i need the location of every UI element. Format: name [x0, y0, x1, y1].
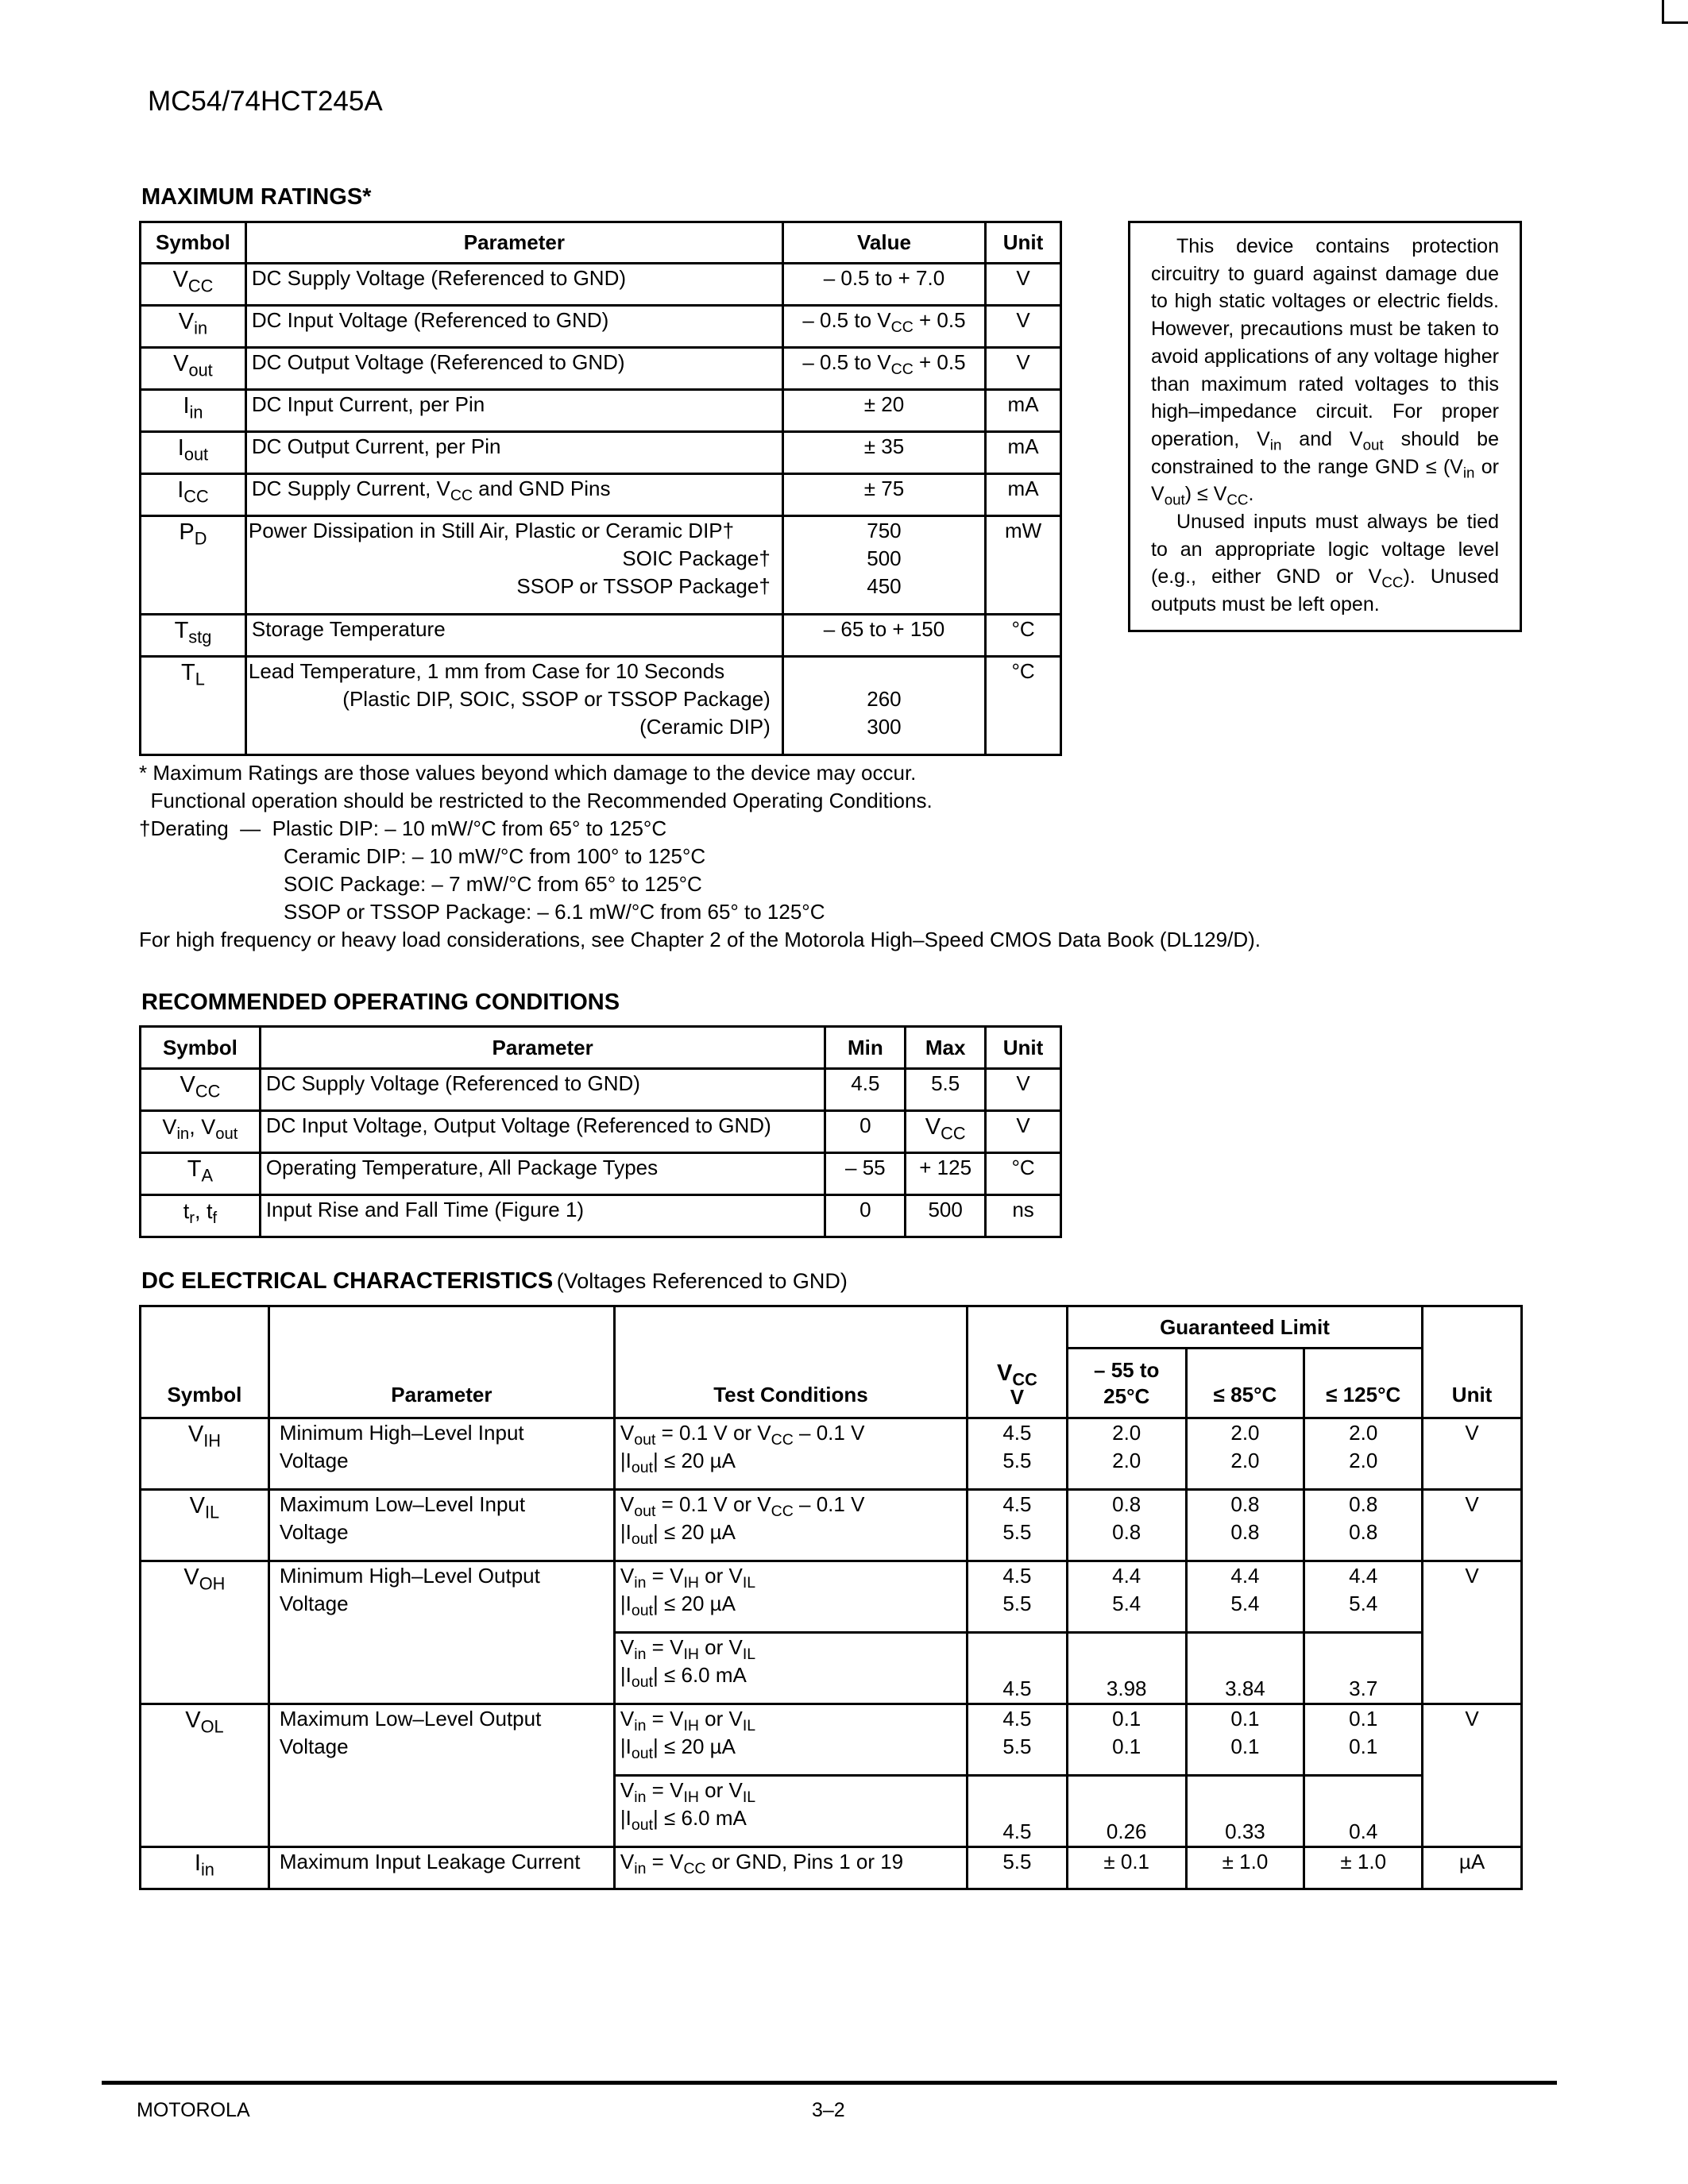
min-cell: 4.5 [825, 1069, 906, 1111]
test-conditions-cell: $V_{in} = V_{IH}$ or $V_{IL}$ $|I_{out}| \le 20$ µA [614, 1704, 967, 1776]
header-symbol: Symbol [141, 222, 246, 264]
symbol-cell: $t_r$, $t_f$ [141, 1195, 261, 1237]
symbol-cell: $V_{OH}$ [141, 1561, 269, 1704]
dc-table [139, 1305, 1523, 1890]
value-cell: ± 20 [782, 390, 985, 432]
header-symbol: Symbol [141, 1027, 261, 1069]
value-line [789, 658, 979, 685]
symbol-cell: $V_{in}$, $V_{out}$ [141, 1111, 261, 1153]
unit-cell: V [986, 1069, 1061, 1111]
header-vcc: $V_{CC}$ V [968, 1306, 1068, 1418]
page-title: MC54/74HCT245A [148, 86, 383, 117]
unit-cell: °C [986, 1153, 1061, 1195]
parameter-cell: DC Supply Current, $V_{CC}$ and GND Pins [245, 474, 782, 516]
value-line: 450 [867, 574, 902, 598]
limit-cell: 0.8 0.8 [1186, 1490, 1304, 1561]
header-guaranteed-limit: Guaranteed Limit [1067, 1306, 1422, 1349]
limit-cell: ± 1.0 [1186, 1847, 1304, 1889]
limit-cell: 0.1 0.1 [1304, 1704, 1423, 1776]
unit-cell: V [986, 348, 1061, 390]
limit-cell: 2.0 2.0 [1304, 1418, 1423, 1490]
header-symbol: Symbol [141, 1306, 269, 1418]
unit-cell: V [1423, 1704, 1522, 1847]
test-conditions-cell: $V_{in} = V_{IH}$ or $V_{IL}$ $|I_{out}| \le 6.0$ mA [614, 1776, 967, 1847]
unit-cell: mA [986, 432, 1061, 474]
limit-cell: 4.4 5.4 [1304, 1561, 1423, 1633]
header-parameter: Parameter [260, 1027, 825, 1069]
limit-cell: 4.4 5.4 [1067, 1561, 1186, 1633]
value-cell [782, 516, 985, 615]
parameter-line: Power Dissipation in Still Air, Plastic or Ceramic DIP† [248, 519, 735, 542]
unit-cell: mA [986, 390, 1061, 432]
symbol-cell: $V_{IH}$ [141, 1418, 269, 1490]
esd-note-box [1128, 221, 1522, 632]
limit-cell: 0.8 0.8 [1067, 1490, 1186, 1561]
value-cell: – 0.5 to $V_{CC} + 0.5$ [782, 348, 985, 390]
parameter-line: (Plastic DIP, SOIC, SSOP or TSSOP Package) [342, 687, 771, 711]
dc-subtitle: (Voltages Referenced to GND) [556, 1269, 848, 1293]
value-line: 500 [867, 546, 902, 570]
limit-cell: 3.7 [1304, 1633, 1423, 1704]
value-cell: ± 35 [782, 432, 985, 474]
limit-cell: ± 1.0 [1304, 1847, 1423, 1889]
limit-cell: 4.4 5.4 [1186, 1561, 1304, 1633]
header-unit: Unit [986, 222, 1061, 264]
symbol-cell: $I_{CC}$ [141, 474, 246, 516]
value-line: 750 [867, 519, 902, 542]
header-value: Value [782, 222, 985, 264]
test-conditions-cell: $V_{in} = V_{IH}$ or $V_{IL}$ $|I_{out}| \le 20$ µA [614, 1561, 967, 1633]
vcc-cell: 4.5 5.5 [968, 1490, 1068, 1561]
unit-cell: °C [986, 657, 1061, 755]
value-cell [782, 657, 985, 755]
footer-rule [102, 2081, 1557, 2085]
parameter-line: (Ceramic DIP) [639, 715, 771, 739]
limit-cell: 0.33 [1186, 1776, 1304, 1847]
value-cell: ± 75 [782, 474, 985, 516]
footnote-functional: Functional operation should be restricted to the Recommended Operating Conditions. [139, 789, 933, 812]
symbol-cell: $V_{in}$ [141, 306, 246, 348]
header-parameter: Parameter [268, 1306, 614, 1418]
test-conditions-cell: $V_{in} = V_{IH}$ or $V_{IL}$ $|I_{out}| \le 6.0$ mA [614, 1633, 967, 1704]
dc-title: DC ELECTRICAL CHARACTERISTICS [141, 1268, 554, 1294]
header-max: Max [906, 1027, 986, 1069]
parameter-cell: Maximum Low–Level Output Voltage [268, 1704, 614, 1847]
vcc-cell: 4.5 5.5 [968, 1561, 1068, 1633]
parameter-line: SSOP or TSSOP Package† [516, 574, 771, 598]
unit-cell: V [1423, 1418, 1522, 1490]
parameter-cell: Operating Temperature, All Package Types [260, 1153, 825, 1195]
header-limit-25c: – 55 to 25°C [1067, 1349, 1186, 1418]
parameter-cell: Minimum High–Level Output Voltage [268, 1561, 614, 1704]
unused-inputs-paragraph: Unused inputs must always be tied to an appropriate logic voltage level (e.g., either GND or $V_{CC}$). Unused outputs must be left open. [1151, 511, 1500, 616]
parameter-cell: DC Output Current, per Pin [245, 432, 782, 474]
symbol-cell: $I_{in}$ [141, 390, 246, 432]
symbol-cell: $T_{stg}$ [141, 615, 246, 657]
parameter-cell [245, 516, 782, 615]
parameter-cell: DC Input Voltage, Output Voltage (Referenced to GND) [260, 1111, 825, 1153]
limit-cell: 0.4 [1304, 1776, 1423, 1847]
unit-cell: °C [986, 615, 1061, 657]
header-parameter: Parameter [245, 222, 782, 264]
parameter-cell: Maximum Input Leakage Current [268, 1847, 614, 1889]
parameter-cell: DC Input Voltage (Referenced to GND) [245, 306, 782, 348]
symbol-cell: $V_{CC}$ [141, 264, 246, 306]
parameter-line: SOIC Package† [622, 546, 771, 570]
rec-op-table [139, 1025, 1062, 1238]
vcc-cell: 4.5 [968, 1633, 1068, 1704]
header-limit-85c: ≤ 85°C [1186, 1349, 1304, 1418]
value-line: 300 [867, 715, 902, 739]
min-cell: – 55 [825, 1153, 906, 1195]
max-ratings-table [139, 221, 1062, 756]
footnote-derating: †Derating — Plastic DIP: – 10 mW/°C from 65° to 125°C [139, 816, 667, 840]
limit-cell: 0.26 [1067, 1776, 1186, 1847]
header-limit-125c: ≤ 125°C [1304, 1349, 1423, 1418]
symbol-cell: $V_{CC}$ [141, 1069, 261, 1111]
esd-note-paragraph: This device contains protection circuitry to guard against damage due to high static voltages or electric fields. However, precautions must be taken to avoid applications of any voltage higher than maximum rated voltages to this high–impedance circuit. For proper operation, $V_{in}$ and $V_{out}$ should be constrained to the range GND ≤ ($V_{in}$ or $V_{out}) \le V_{CC}$. [1151, 235, 1499, 508]
vcc-cell: 4.5 5.5 [968, 1704, 1068, 1776]
parameter-cell: DC Output Voltage (Referenced to GND) [245, 348, 782, 390]
unit-cell: µA [1423, 1847, 1522, 1889]
vcc-cell: 4.5 5.5 [968, 1418, 1068, 1490]
parameter-cell: DC Supply Voltage (Referenced to GND) [260, 1069, 825, 1111]
corner-crop-mark [1662, 0, 1688, 24]
unit-cell: V [986, 1111, 1061, 1153]
unit-cell: mA [986, 474, 1061, 516]
max-cell: 5.5 [906, 1069, 986, 1111]
symbol-cell: $P_D$ [141, 516, 246, 615]
vcc-cell: 5.5 [968, 1847, 1068, 1889]
parameter-cell: DC Supply Voltage (Referenced to GND) [245, 264, 782, 306]
parameter-cell: Input Rise and Fall Time (Figure 1) [260, 1195, 825, 1237]
footer-page-number: 3–2 [812, 2099, 845, 2121]
parameter-cell: Maximum Low–Level Input Voltage [268, 1490, 614, 1561]
footnote-derating-soic: SOIC Package: – 7 mW/°C from 65° to 125°C [284, 872, 702, 896]
parameter-cell [245, 657, 782, 755]
limit-cell: 0.1 0.1 [1186, 1704, 1304, 1776]
symbol-cell: $V_{IL}$ [141, 1490, 269, 1561]
parameter-line: Lead Temperature, 1 mm from Case for 10 Seconds [248, 659, 725, 683]
footnote-max-ratings: * Maximum Ratings are those values beyond which damage to the device may occur. [139, 761, 917, 785]
header-unit: Unit [986, 1027, 1061, 1069]
footnote-derating-ssop: SSOP or TSSOP Package: – 6.1 mW/°C from 65° to 125°C [284, 900, 825, 924]
unit-cell: mW [986, 516, 1061, 615]
symbol-cell: $T_A$ [141, 1153, 261, 1195]
value-cell: – 0.5 to + 7.0 [782, 264, 985, 306]
test-conditions-cell: $V_{out} = 0.1$ V or $V_{CC} - 0.1$ V $|I_{out}| \le 20$ µA [614, 1418, 967, 1490]
limit-cell: 2.0 2.0 [1186, 1418, 1304, 1490]
parameter-cell: Minimum High–Level Input Voltage [268, 1418, 614, 1490]
header-test-conditions: Test Conditions [614, 1306, 967, 1418]
limit-cell: 3.84 [1186, 1633, 1304, 1704]
rec-op-title: RECOMMENDED OPERATING CONDITIONS [141, 990, 620, 1015]
symbol-cell: $V_{OL}$ [141, 1704, 269, 1847]
header-min: Min [825, 1027, 906, 1069]
footer-brand: MOTOROLA [137, 2099, 250, 2121]
min-cell: 0 [825, 1111, 906, 1153]
header-unit: Unit [1423, 1306, 1522, 1418]
symbol-cell: $I_{out}$ [141, 432, 246, 474]
unit-cell: V [986, 306, 1061, 348]
test-conditions-cell: $V_{in} = V_{CC}$ or GND, Pins 1 or 19 [614, 1847, 967, 1889]
symbol-cell: $T_L$ [141, 657, 246, 755]
vcc-cell: 4.5 [968, 1776, 1068, 1847]
parameter-cell: DC Input Current, per Pin [245, 390, 782, 432]
footnote-derating-ceramic: Ceramic DIP: – 10 mW/°C from 100° to 125°C [284, 844, 706, 868]
footnote-high-frequency: For high frequency or heavy load considerations, see Chapter 2 of the Motorola High–Speed CMOS Data Book (DL129/D). [139, 928, 1261, 951]
test-conditions-cell: $V_{out} = 0.1$ V or $V_{CC} - 0.1$ V $|I_{out}| \le 20$ µA [614, 1490, 967, 1561]
limit-cell: ± 0.1 [1067, 1847, 1186, 1889]
unit-cell: ns [986, 1195, 1061, 1237]
limit-cell: 0.1 0.1 [1067, 1704, 1186, 1776]
dc-title-line [141, 1268, 848, 1295]
limit-cell: 0.8 0.8 [1304, 1490, 1423, 1561]
max-cell: $V_{CC}$ [906, 1111, 986, 1153]
max-cell: + 125 [906, 1153, 986, 1195]
unit-cell: V [1423, 1561, 1522, 1704]
value-cell: – 0.5 to $V_{CC} + 0.5$ [782, 306, 985, 348]
value-cell: – 65 to + 150 [782, 615, 985, 657]
max-cell: 500 [906, 1195, 986, 1237]
symbol-cell: $V_{out}$ [141, 348, 246, 390]
value-line: 260 [867, 687, 902, 711]
unit-cell: V [986, 264, 1061, 306]
limit-cell: 3.98 [1067, 1633, 1186, 1704]
unit-cell: V [1423, 1490, 1522, 1561]
min-cell: 0 [825, 1195, 906, 1237]
limit-cell: 2.0 2.0 [1067, 1418, 1186, 1490]
symbol-cell: $I_{in}$ [141, 1847, 269, 1889]
max-ratings-title: MAXIMUM RATINGS* [141, 184, 372, 210]
parameter-cell: Storage Temperature [245, 615, 782, 657]
